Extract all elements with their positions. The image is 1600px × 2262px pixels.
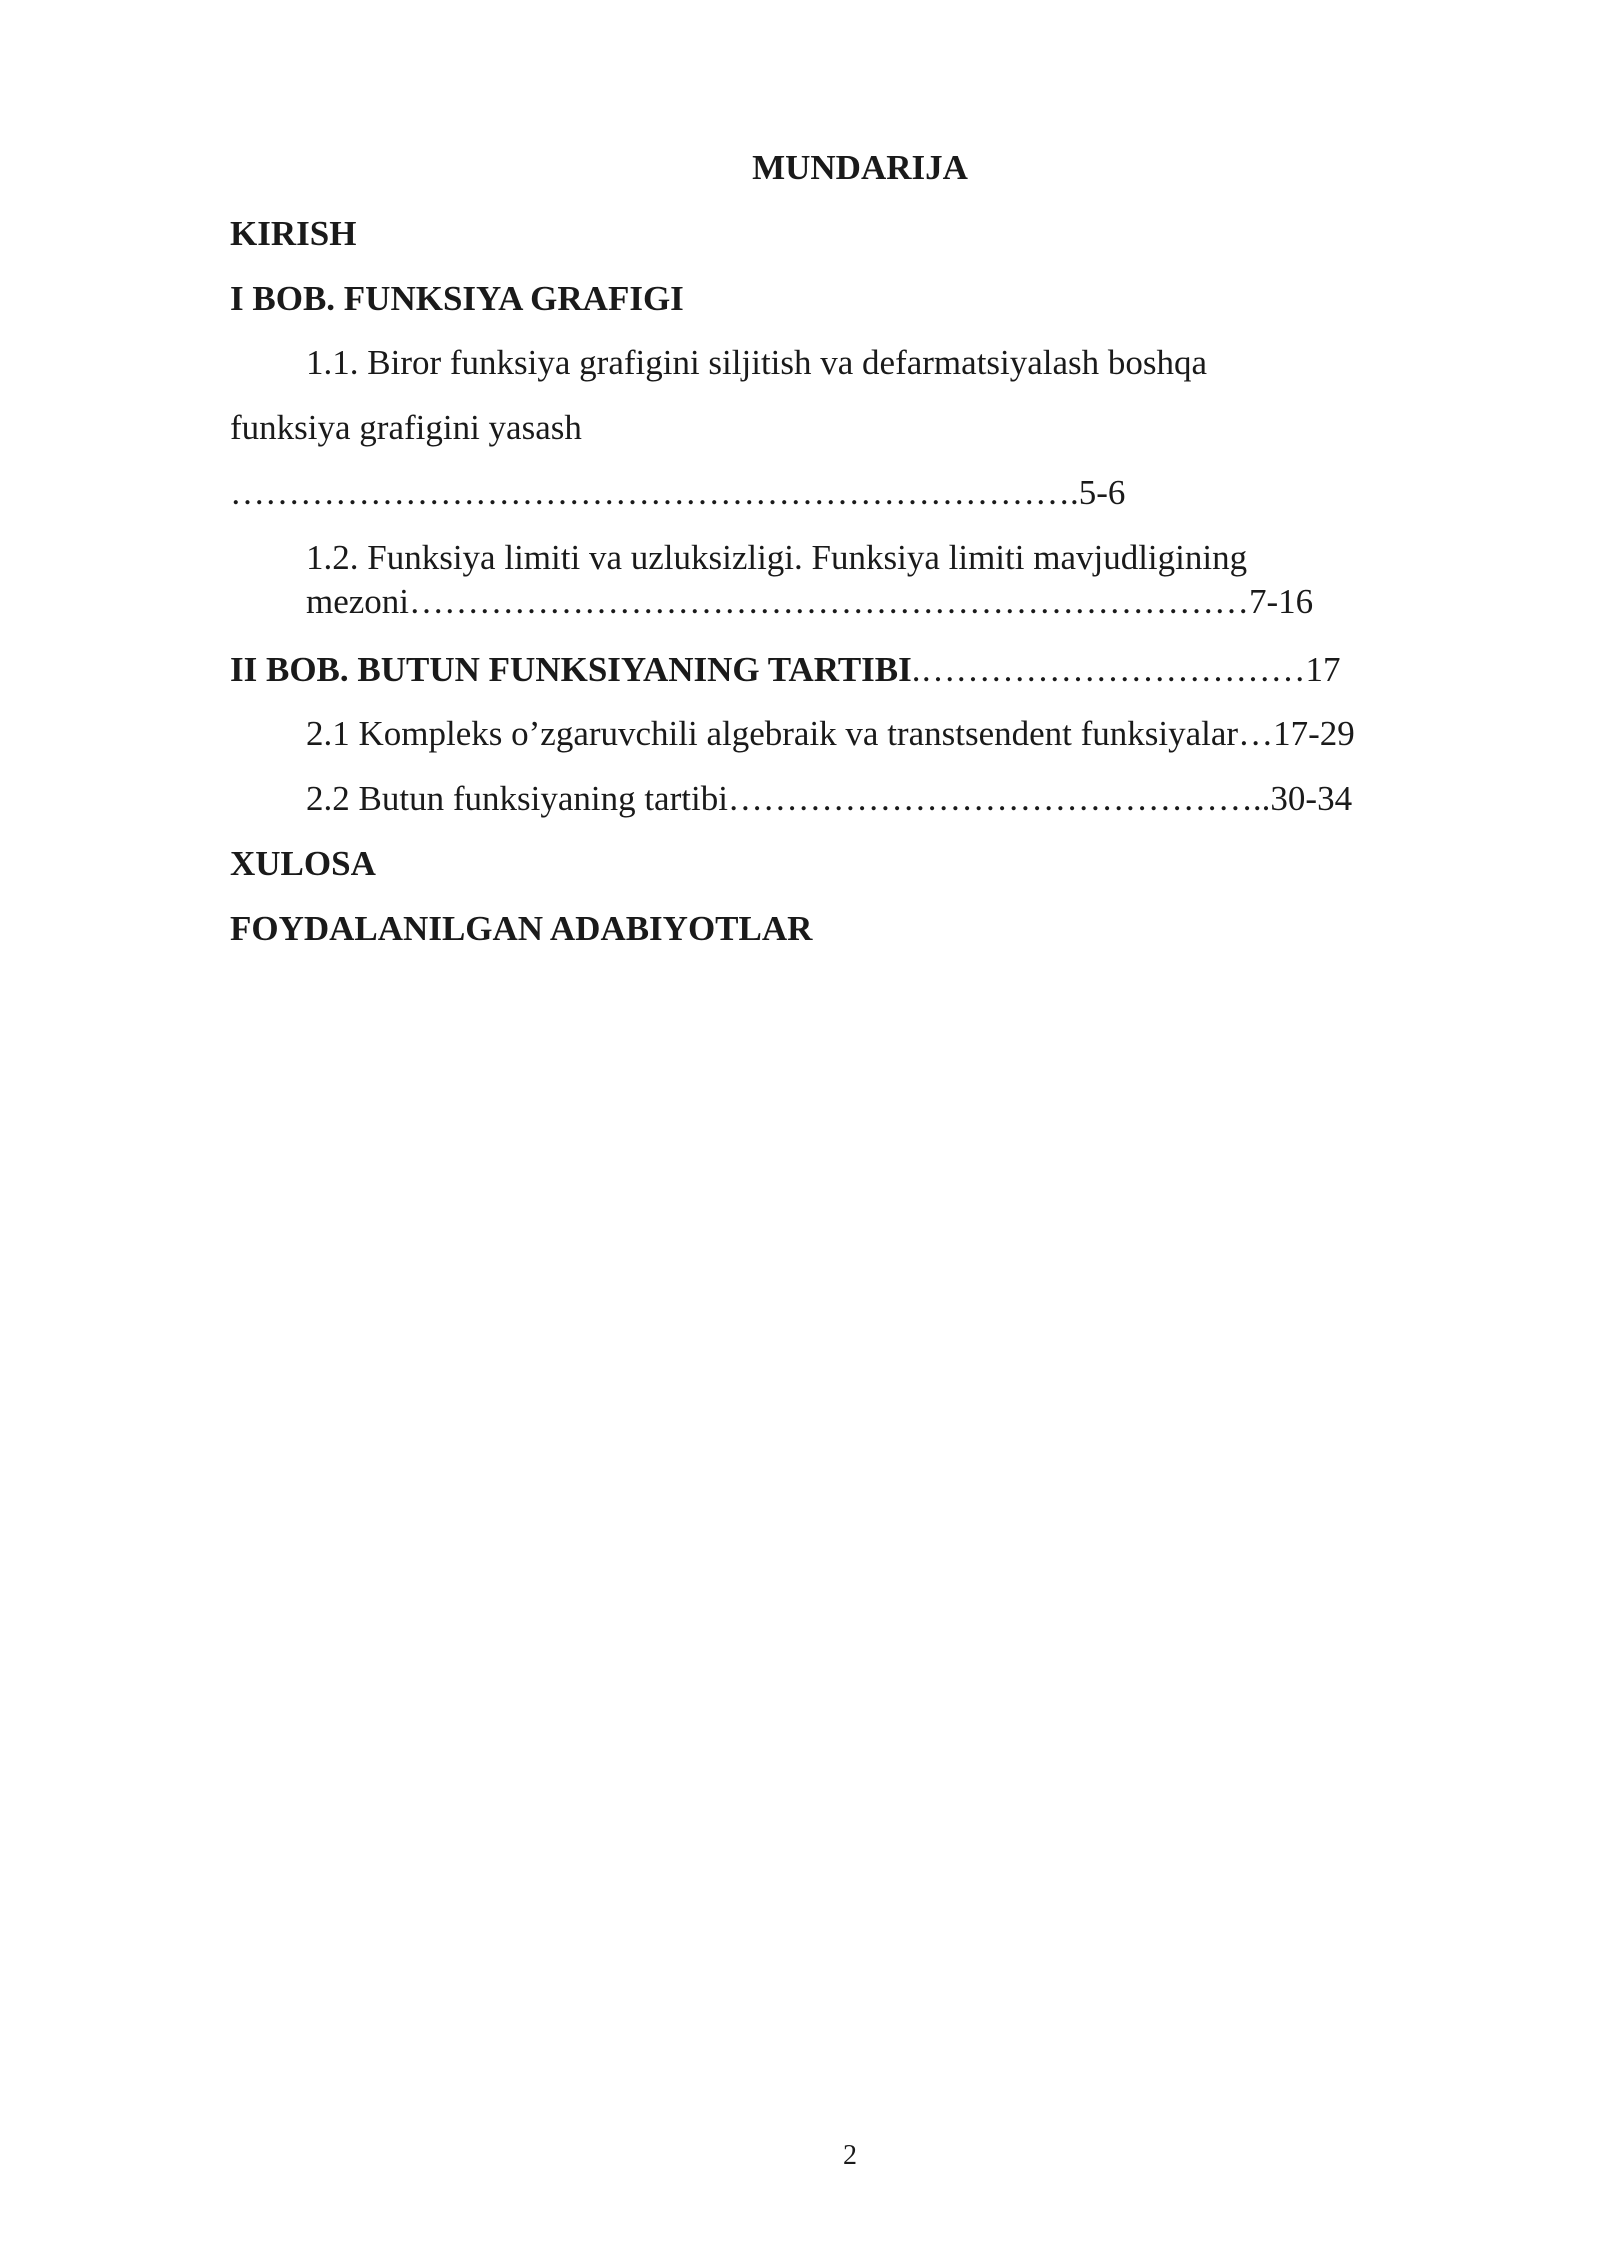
toc-title: MUNDARIJA [752, 148, 968, 187]
toc-item-2-1: 2.1 Kompleks o’zgaruvchili algebraik va transtsendent funksiyalar…17-29 [306, 714, 1355, 753]
toc-item-1-2-line2: mezoni………………………………………………………………7-16 [306, 582, 1314, 621]
toc-chapter2-heading-text: II BOB. BUTUN FUNKSIYANING TARTIBI [230, 650, 912, 689]
page-number: 2 [843, 2140, 857, 2171]
toc-item-1-1-leader: ……………………………………………………………….5-6 [230, 473, 1126, 512]
toc-item-1-1-line2: funksiya grafigini yasash [230, 408, 582, 447]
toc-item-2-2: 2.2 Butun funksiyaning tartibi………………………………………..30-34 [306, 779, 1353, 818]
toc-chapter1-heading: I BOB. FUNKSIYA GRAFIGI [230, 279, 684, 318]
toc-entry-adabiyotlar: FOYDALANILGAN ADABIYOTLAR [230, 909, 813, 948]
toc-item-1-1-line1: 1.1. Biror funksiya grafigini siljitish va defarmatsiyalash boshqa [306, 343, 1208, 382]
toc-entry-kirish: KIRISH [230, 214, 357, 253]
toc-chapter2-leader: .……………………………17 [911, 650, 1341, 689]
toc-entry-xulosa: XULOSA [230, 844, 376, 883]
toc-item-1-2-line1: 1.2. Funksiya limiti va uzluksizligi. Funksiya limiti mavjudligining [306, 538, 1248, 577]
toc-chapter2-heading [230, 650, 1341, 690]
